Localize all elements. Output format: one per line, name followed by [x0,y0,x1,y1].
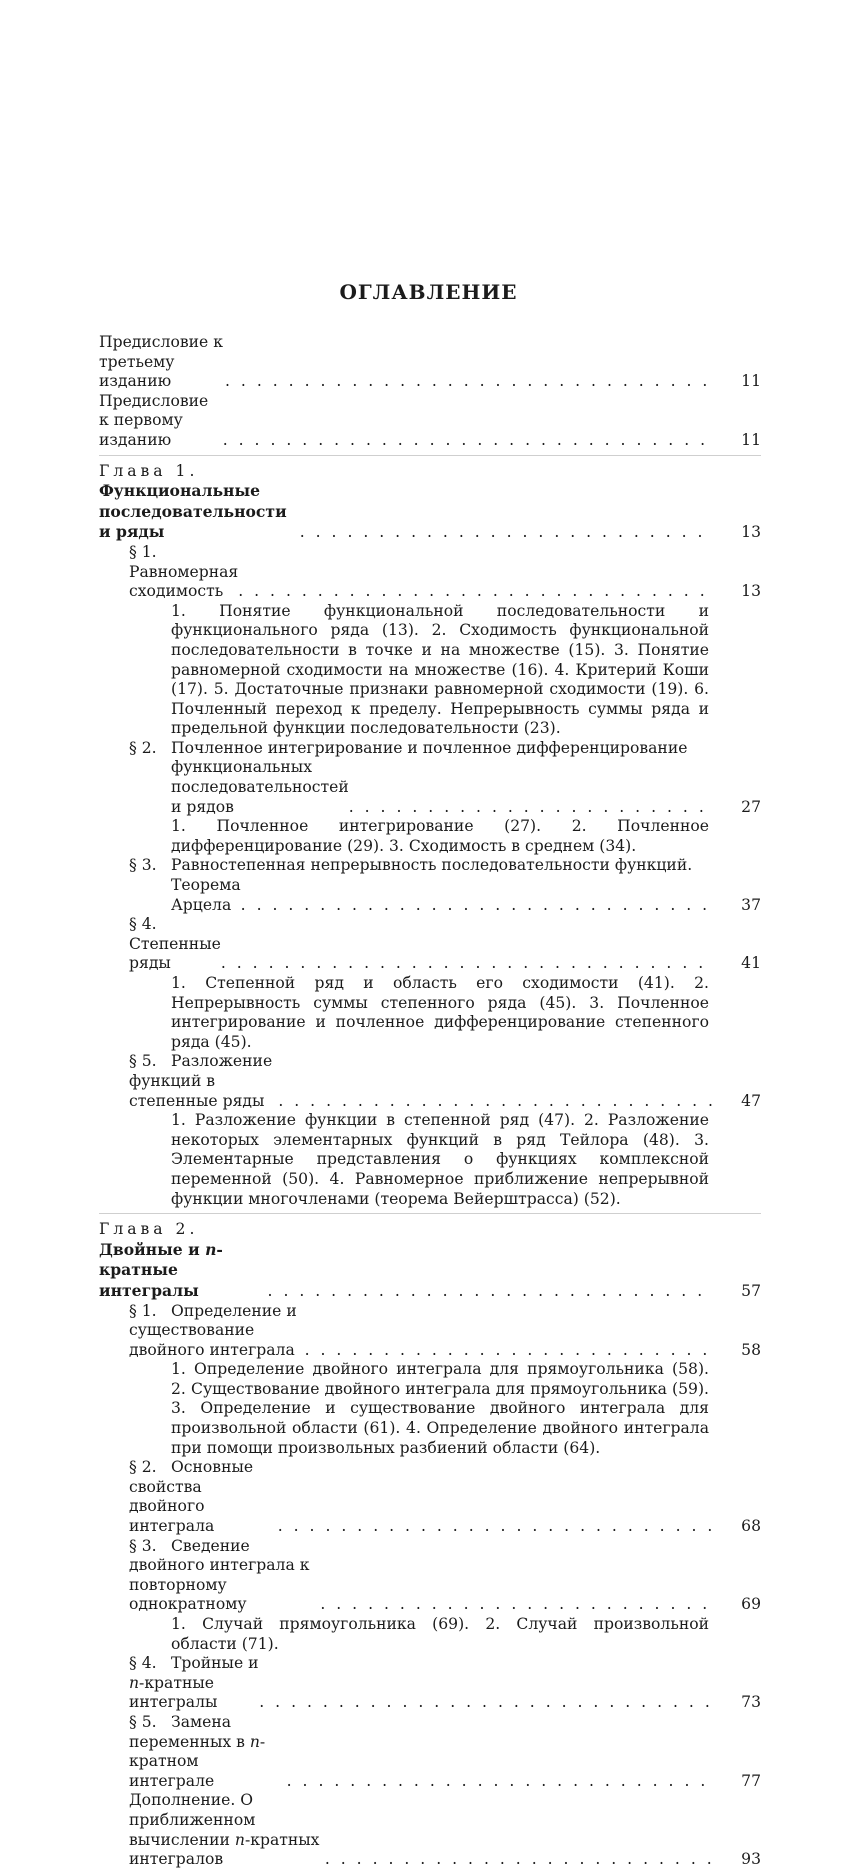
leader-dots [305,1341,713,1361]
leader-dots [223,431,713,451]
toc-section-1-3[interactable] [99,876,761,915]
section-title-a: Замена переменных в [129,1712,250,1751]
divider [99,1213,761,1214]
leader-dots [268,1282,713,1302]
section-heading [129,543,238,602]
section-details: 1. Определение двойного интеграла для прямоугольника (58). 2. Существование двойного интеграла для прямоугольника (59). 3. Определение и существование двойного интеграла для произвольной области (61). 4. Определение двойного интеграла при помощи произвольных разбиений области (64). [171,1360,709,1457]
toc-appendix[interactable] [99,1791,761,1869]
section-title-line1: Почленное интегрирование и почленное дифференцирование [171,738,688,757]
leader-dots [241,896,713,916]
appendix-title-b: -кратных интегралов [129,1830,320,1869]
page-number: 69 [741,1595,761,1614]
page-number: 13 [741,523,761,542]
section-title-line2: функциональных последовательностей и рядов [171,758,349,816]
page-number: 58 [741,1340,761,1359]
toc-chapter-2[interactable] [99,1220,761,1301]
section-number: § 4. [129,915,157,934]
toc-section-1-1[interactable] [99,543,761,602]
section-heading [129,915,221,974]
section-details: 1. Случай прямоугольника (69). 2. Случай произвольной области (71). [171,1615,709,1653]
page-number: 11 [741,372,761,391]
section-title: Равномерная сходимость [129,562,239,601]
variable-n: n [129,1673,140,1692]
chapter-heading [99,1220,268,1301]
section-heading [129,1537,320,1615]
section-heading [129,1052,278,1111]
leader-dots [300,523,713,543]
section-details: 1. Степенной ряд и область его сходимости (41). 2. Непрерывность суммы степенного ряда (45). 3. Почленное интегрирование и почленное дифференцирование степенного ряда (45). [171,974,709,1051]
section-title-a: Тройные и [171,1654,259,1673]
chapter-label: Глава 1. [99,461,199,480]
leader-dots [320,1595,713,1615]
section-heading [129,1302,305,1361]
section-number: § 2. [129,738,157,757]
section-title-b: -кратные интегралы [129,1673,218,1712]
leader-dots [325,1850,713,1870]
page-number: 27 [741,797,761,816]
section-heading [129,1713,287,1791]
leader-dots [287,1772,713,1792]
section-number: § 2. [129,1458,157,1477]
leader-dots [259,1693,713,1713]
section-details: 1. Почленное интегрирование (27). 2. Почленное дифференцирование (29). 3. Сходимость в среднем (34). [171,817,709,855]
page-title: ОГЛАВЛЕНИЕ [339,280,518,304]
appendix-title-a: Дополнение. О приближенном вычислении [129,1791,256,1849]
section-number: § 5. [129,1052,157,1071]
toc-section-2-1[interactable] [99,1302,761,1361]
toc-section-2-4[interactable] [99,1654,761,1713]
leader-dots [221,954,713,974]
section-title-line1: Равностепенная непрерывность последовательности функций. [171,856,693,875]
page-number: 57 [741,1281,761,1300]
toc-section-1-5[interactable] [99,1052,761,1111]
section-details: 1. Понятие функциональной последовательности и функционального ряда (13). 2. Сходимость функциональной последовательности в точке и на множестве (15). 3. Понятие равномерной сходимости на множестве (16). 4. Критерий Коши (17). 5. Достаточные признаки равномерной сходимости (19). 6. Почленный переход к пределу. Непрерывность суммы ряда и предельной функции последовательности (23). [171,601,709,738]
leader-dots [278,1517,713,1537]
toc-section-2-2[interactable] [99,1458,761,1536]
toc-section-2-3[interactable] [99,1537,761,1615]
section-heading [129,1654,259,1713]
toc-section-1-2[interactable] [99,758,761,817]
toc-entry-preface-3[interactable] [99,333,761,392]
chapter-title-a: Двойные и [99,1239,206,1259]
section-number: § 1. [129,1301,157,1320]
appendix-title [129,1791,325,1869]
page-number: 13 [741,582,761,601]
page-number: 68 [741,1517,761,1536]
section-heading [129,1458,278,1536]
leader-dots [278,1092,713,1112]
leader-dots [238,582,713,602]
chapter-heading [99,462,300,543]
table-of-contents [99,333,761,1870]
toc-chapter-1[interactable] [99,462,761,543]
page-number: 77 [741,1771,761,1790]
toc-section-1-3-line1[interactable] [99,856,761,876]
toc-section-1-2-line1[interactable] [99,739,761,759]
leader-dots [225,372,713,392]
section-title: Разложение функций в степенные ряды [129,1052,273,1110]
section-title: Основные свойства двойного интеграла [129,1458,254,1536]
section-title-line2: Теорема Арцела [171,876,241,914]
chapter-title [99,1240,223,1300]
leader-dots [349,798,713,818]
chapter-title-b: -кратные интегралы [99,1239,223,1300]
section-title: Степенные ряды [129,934,221,973]
section-details: 1. Разложение функции в степенной ряд (47). 2. Разложение некоторых элементарных функций в ряд Тейлора (48). 3. Элементарные представления о функциях комплексной переменной (50). 4. Равномерное приближение непрерывной функции многочленами (теорема Вейерштрасса) (52). [171,1111,709,1208]
section-number: § 4. [129,1654,157,1673]
section-number: § 3. [129,856,157,875]
entry-text: Предисловие к первому изданию [99,391,209,449]
chapter-title: Функциональные последовательности и ряды [99,481,287,542]
section-number: § 3. [129,1536,157,1555]
variable-n: n [249,1732,260,1751]
section-number: § 1. [129,542,157,561]
section-title: Сведение двойного интеграла к повторному однократному [129,1536,310,1614]
variable-n: n [205,1239,217,1259]
page-number: 47 [741,1091,761,1110]
page-number: 37 [741,895,761,914]
section-title: Определение и существование двойного интеграла [129,1301,297,1359]
chapter-label: Глава 2. [99,1220,199,1239]
divider [99,455,761,456]
page-number: 93 [741,1850,761,1869]
section-number: § 5. [129,1712,157,1731]
toc-entry-preface-1[interactable] [99,392,761,451]
entry-text: Предисловие к третьему изданию [99,333,223,391]
page-number: 11 [741,430,761,449]
toc-section-2-5[interactable] [99,1713,761,1791]
page-number: 41 [741,954,761,973]
toc-section-1-4[interactable] [99,915,761,974]
variable-n: n [234,1830,245,1849]
section-title-b: -кратном интеграле [129,1732,266,1790]
page-number: 73 [741,1693,761,1712]
